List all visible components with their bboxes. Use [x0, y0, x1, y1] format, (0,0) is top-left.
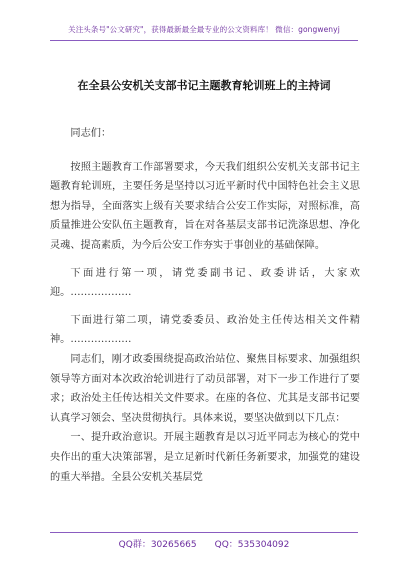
paragraph: 同志们，刚才政委围绕提高政治站位、聚焦目标要求、加强组织领导等方面对本次政治轮训进行了动员部署，对下一步工作进行了要求；政治处主任传达相关文件要求。在座的各位、尤其是支部书记要认真学习领会、坚决贯彻执行。具体来说，要坚决做到以下几点：	[50, 353, 360, 424]
header-divider	[50, 40, 358, 41]
document-title: 在全县公安机关支部书记主题教育轮训班上的主持词	[77, 79, 331, 92]
footer	[0, 537, 408, 550]
paragraph: 下面进行第二项，请党委委员、政治处主任传达相关文件精神。………………	[50, 314, 360, 346]
document-body	[50, 124, 360, 487]
paragraph: 一、提升政治意识。开展主题教育是以习近平同志为核心的党中央作出的重大决策部署，是立足新时代新任务新要求，加强党的建设的重大举措。全县公安机关基层党	[50, 432, 360, 483]
paragraph: 按照主题教育工作部署要求，今天我们组织公安机关支部书记主题教育轮训班，主要任务是坚持以习近平新时代中国特色社会主义思想为指导，全面落实上级有关要求结合公安工作实际，对照标准，高质量推进公安队伍主题教育，旨在对各基层支部书记洗涤思想、净化灵魂、提高素质，为今后公安工作夯实于事创业的基础保障。	[50, 161, 360, 251]
footer-qq-group: QQ群：30265665	[118, 540, 197, 550]
salutation: 同志们：	[70, 128, 112, 139]
footer-qq-contact: QQ：535304092	[214, 540, 290, 550]
paragraph: 下面进行第一项，请党委副书记、政委讲话，大家欢迎。………………	[50, 267, 360, 299]
header-banner: 关注头条号"公文研究"，获得最新最全最专业的公文资料库！ 微信：gongwenyj	[68, 25, 340, 34]
footer-divider	[50, 532, 358, 533]
